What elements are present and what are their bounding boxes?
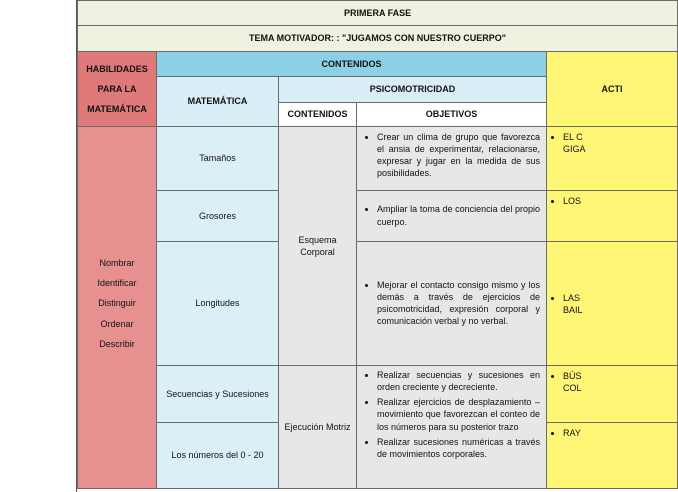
matematica-numeros: Los números del 0 - 20 [157, 423, 279, 489]
actividad-item: • LAS BAIL [563, 292, 673, 316]
actividad-item: • EL C GIGA [563, 131, 673, 155]
theme-bold: CON NUESTRO CUERPO" [394, 33, 507, 44]
actividad-cell [547, 423, 678, 489]
actividad-item: • RAY [563, 427, 673, 439]
habilidad-item: Nombrar [99, 258, 135, 269]
actividad-cell [547, 127, 678, 191]
objetivo-item: • Realizar secuencias y sucesiones en orden creciente y decreciente. [377, 369, 540, 393]
habilidad-item: Identificar [97, 278, 137, 289]
matematica-longitudes: Longitudes [157, 242, 279, 366]
objetivo-cell [357, 127, 547, 191]
objetivos-header: OBJETIVOS [357, 103, 547, 127]
contenidos-header: CONTENIDOS [157, 52, 547, 77]
actividad-cell [547, 366, 678, 423]
actividad-cell [547, 242, 678, 366]
theme-title [78, 26, 678, 52]
phase-title: PRIMERA FASE [78, 1, 678, 26]
actividad-cell [547, 191, 678, 242]
document-page [76, 0, 623, 492]
habilidad-item: Distinguir [98, 298, 136, 309]
actividades-header: ACTI [547, 52, 678, 127]
theme-prefix: TEMA MOTIVADOR: : "JUGAMOS [249, 33, 392, 44]
habilidad-item: Describir [99, 338, 135, 349]
objetivo-cell [357, 366, 547, 489]
objetivo-cell [357, 191, 547, 242]
matematica-tamanos: Tamaños [157, 127, 279, 191]
contenido-esquema-corporal: Esquema Corporal [279, 127, 357, 366]
objetivo-item: • Realizar ejercicios de desplazamiento – movimiento que favorezcan el conteo de los números para su posterior trazo [377, 396, 540, 432]
contenido-ejecucion-motriz: Ejecución Motriz [279, 366, 357, 489]
actividad-item: • LOS [563, 195, 673, 207]
curriculum-table [77, 0, 678, 489]
objetivo-item: • Mejorar el contacto consigo mismo y los demás a través de ejercicios de psicomotricidad, expresión corporal y comunicación verbal y no verbal. [377, 279, 540, 328]
objetivo-item: • Ampliar la toma de conciencia del propio cuerpo. [377, 203, 540, 227]
actividad-item: • BÚS COL [563, 370, 673, 394]
psicomotricidad-header: PSICOMOTRICIDAD [279, 77, 547, 103]
habilidades-header: HABILIDADES PARA LA MATEMÁTICA [78, 52, 157, 127]
psico-contenidos-header: CONTENIDOS [279, 103, 357, 127]
matematica-grosores: Grosores [157, 191, 279, 242]
matematica-header: MATEMÁTICA [157, 77, 279, 127]
objetivo-item: • Realizar sucesiones numéricas a través de movimientos corporales. [377, 436, 540, 460]
matematica-secuencias: Secuencias y Sucesiones [157, 366, 279, 423]
habilidad-item: Ordenar [100, 318, 134, 329]
objetivo-item: • Crear un clima de grupo que favorezca el ansia de experimentar, relacionarse, expresar y jugar en la medida de sus posibilidades. [377, 131, 540, 180]
habilidades-list [78, 127, 157, 489]
objetivo-cell [357, 242, 547, 366]
